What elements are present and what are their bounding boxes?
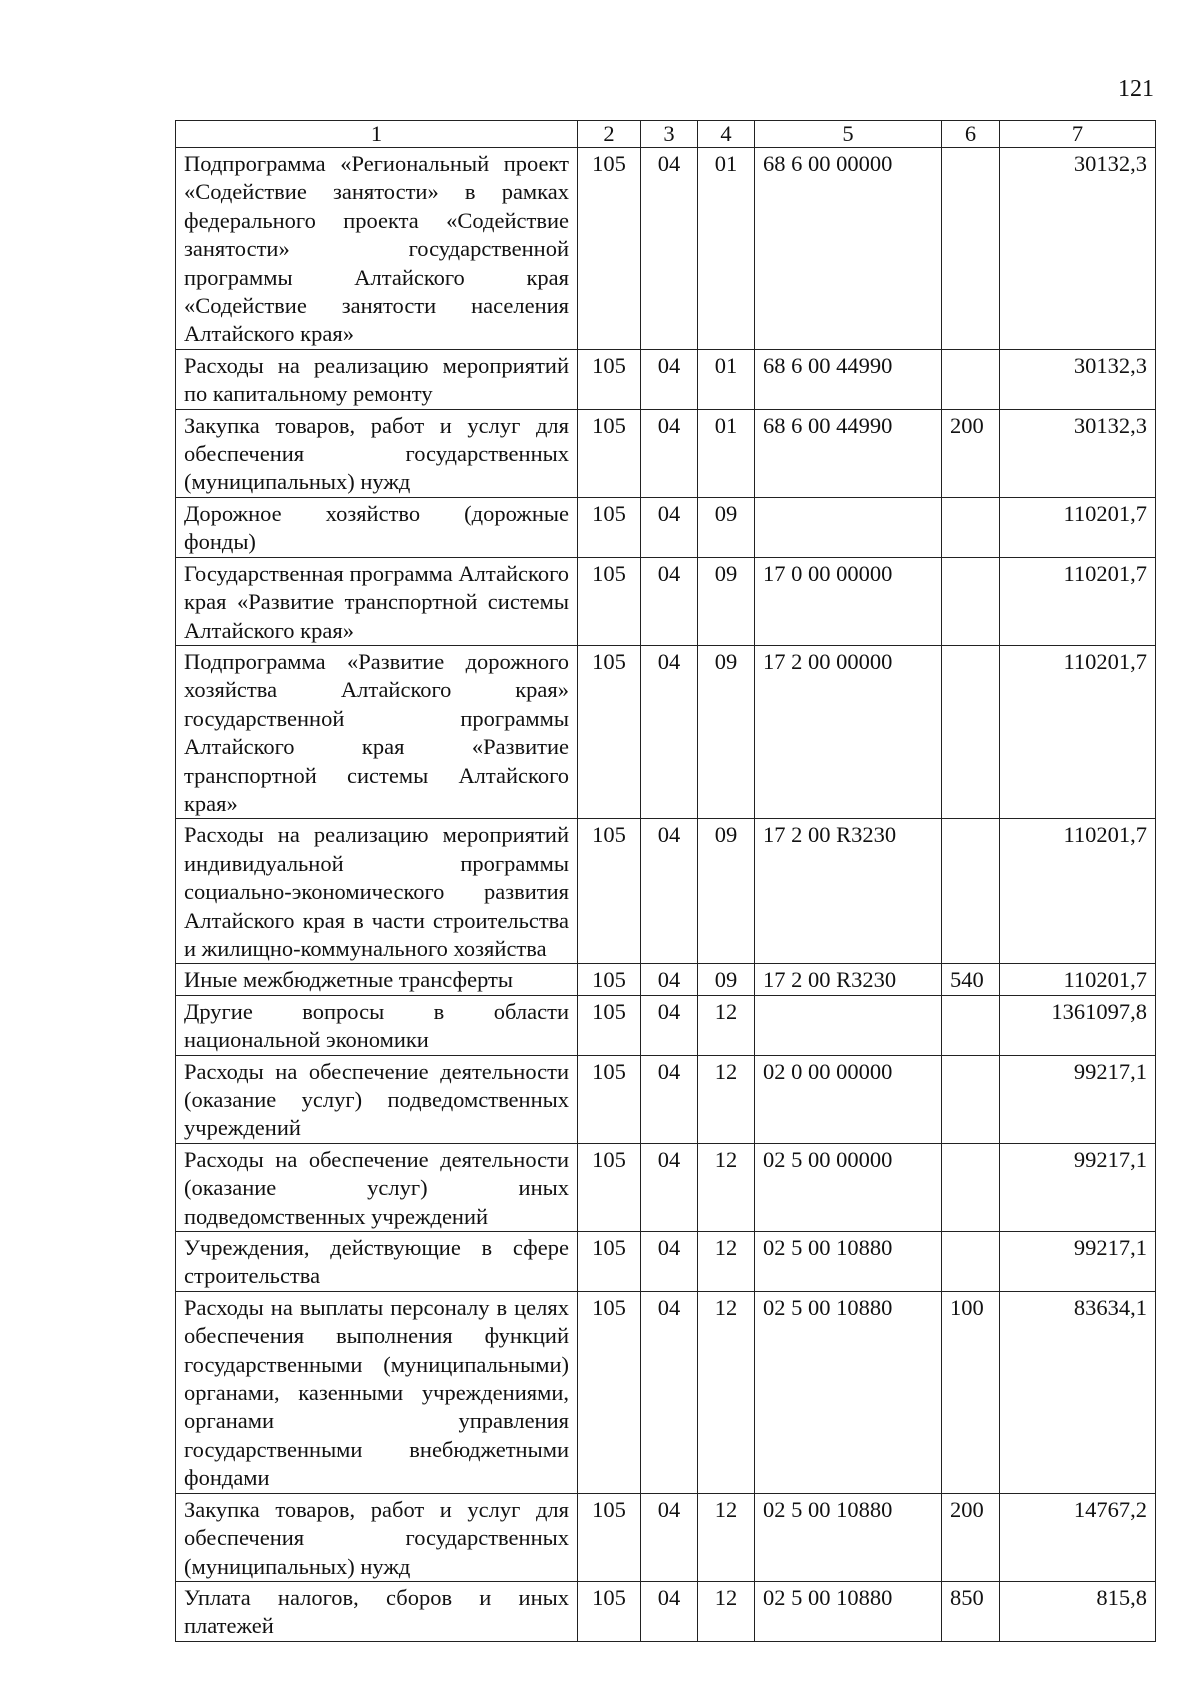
target-article-code-cell — [755, 995, 942, 1055]
column-header: 1 — [176, 121, 578, 148]
ministry-code-cell: 105 — [578, 1055, 641, 1143]
subsection-code-cell: 09 — [698, 964, 755, 995]
target-article-code-cell: 02 5 00 00000 — [755, 1143, 942, 1231]
subsection-code-cell: 12 — [698, 1291, 755, 1493]
target-article-code-cell: 17 2 00 R3230 — [755, 819, 942, 964]
section-code-cell: 04 — [641, 1581, 698, 1641]
table-row — [176, 349, 1156, 409]
expense-type-code-cell: 200 — [942, 409, 1000, 497]
expense-type-code-cell — [942, 349, 1000, 409]
ministry-code-cell: 105 — [578, 497, 641, 557]
expense-type-code-cell — [942, 1055, 1000, 1143]
table-row — [176, 1493, 1156, 1581]
subsection-code-cell: 09 — [698, 645, 755, 818]
amount-cell: 110201,7 — [1000, 645, 1156, 818]
section-code-cell: 04 — [641, 1291, 698, 1493]
expense-type-code-cell — [942, 995, 1000, 1055]
item-name-cell: Подпрограмма «Развитие дорожного хозяйства Алтайского края» государственной программы Алтайского края «Развитие транспортной системы Алтайского края» — [176, 645, 578, 818]
amount-cell: 99217,1 — [1000, 1055, 1156, 1143]
ministry-code-cell: 105 — [578, 1291, 641, 1493]
column-header: 4 — [698, 121, 755, 148]
section-code-cell: 04 — [641, 349, 698, 409]
ministry-code-cell: 105 — [578, 1143, 641, 1231]
item-name-cell: Дорожное хозяйство (дорожные фонды) — [176, 497, 578, 557]
expense-type-code-cell: 850 — [942, 1581, 1000, 1641]
item-name-cell: Уплата налогов, сборов и иных платежей — [176, 1581, 578, 1641]
subsection-code-cell: 12 — [698, 1581, 755, 1641]
amount-cell: 30132,3 — [1000, 409, 1156, 497]
amount-cell: 815,8 — [1000, 1581, 1156, 1641]
item-name-cell: Учреждения, действующие в сфере строительства — [176, 1232, 578, 1292]
amount-cell: 110201,7 — [1000, 819, 1156, 964]
expense-type-code-cell — [942, 1232, 1000, 1292]
item-name-cell: Другие вопросы в области национальной экономики — [176, 995, 578, 1055]
section-code-cell: 04 — [641, 409, 698, 497]
ministry-code-cell: 105 — [578, 1581, 641, 1641]
expense-type-code-cell — [942, 819, 1000, 964]
table-row — [176, 964, 1156, 995]
subsection-code-cell: 01 — [698, 409, 755, 497]
table-row — [176, 995, 1156, 1055]
ministry-code-cell: 105 — [578, 1232, 641, 1292]
expense-type-code-cell — [942, 557, 1000, 645]
subsection-code-cell: 01 — [698, 148, 755, 350]
ministry-code-cell: 105 — [578, 349, 641, 409]
ministry-code-cell: 105 — [578, 995, 641, 1055]
target-article-code-cell: 17 0 00 00000 — [755, 557, 942, 645]
column-header: 5 — [755, 121, 942, 148]
item-name-cell: Закупка товаров, работ и услуг для обеспечения государственных (муниципальных) нужд — [176, 409, 578, 497]
subsection-code-cell: 12 — [698, 1493, 755, 1581]
subsection-code-cell: 12 — [698, 995, 755, 1055]
table-row — [176, 557, 1156, 645]
item-name-cell: Расходы на обеспечение деятельности (оказание услуг) иных подведомственных учреждений — [176, 1143, 578, 1231]
item-name-cell: Расходы на реализацию мероприятий по капитальному ремонту — [176, 349, 578, 409]
section-code-cell: 04 — [641, 1143, 698, 1231]
table-row — [176, 1291, 1156, 1493]
item-name-cell: Государственная программа Алтайского края «Развитие транспортной системы Алтайского края» — [176, 557, 578, 645]
section-code-cell: 04 — [641, 645, 698, 818]
page-number: 121 — [1118, 76, 1154, 102]
section-code-cell: 04 — [641, 964, 698, 995]
target-article-code-cell: 02 5 00 10880 — [755, 1291, 942, 1493]
ministry-code-cell: 105 — [578, 1493, 641, 1581]
target-article-code-cell: 68 6 00 44990 — [755, 349, 942, 409]
section-code-cell: 04 — [641, 557, 698, 645]
item-name-cell: Иные межбюджетные трансферты — [176, 964, 578, 995]
amount-cell: 14767,2 — [1000, 1493, 1156, 1581]
amount-cell: 99217,1 — [1000, 1143, 1156, 1231]
item-name-cell: Расходы на реализацию мероприятий индивидуальной программы социально-экономического развития Алтайского края в части строительства и жилищно-коммунального хозяйства — [176, 819, 578, 964]
item-name-cell: Расходы на выплаты персоналу в целях обеспечения выполнения функций государственными (муниципальными) органами, казенными учреждениями, органами управления государственными внебюджетными фондами — [176, 1291, 578, 1493]
ministry-code-cell: 105 — [578, 148, 641, 350]
table-body — [176, 148, 1156, 1642]
subsection-code-cell: 09 — [698, 497, 755, 557]
column-header: 6 — [942, 121, 1000, 148]
target-article-code-cell: 17 2 00 00000 — [755, 645, 942, 818]
section-code-cell: 04 — [641, 1232, 698, 1292]
subsection-code-cell: 12 — [698, 1055, 755, 1143]
target-article-code-cell — [755, 497, 942, 557]
expense-type-code-cell — [942, 1143, 1000, 1231]
table-row — [176, 645, 1156, 818]
ministry-code-cell: 105 — [578, 819, 641, 964]
amount-cell: 1361097,8 — [1000, 995, 1156, 1055]
expense-type-code-cell: 540 — [942, 964, 1000, 995]
target-article-code-cell: 02 5 00 10880 — [755, 1493, 942, 1581]
expense-type-code-cell: 200 — [942, 1493, 1000, 1581]
target-article-code-cell: 02 5 00 10880 — [755, 1581, 942, 1641]
section-code-cell: 04 — [641, 1055, 698, 1143]
expense-type-code-cell: 100 — [942, 1291, 1000, 1493]
amount-cell: 30132,3 — [1000, 349, 1156, 409]
ministry-code-cell: 105 — [578, 964, 641, 995]
column-header: 3 — [641, 121, 698, 148]
subsection-code-cell: 12 — [698, 1143, 755, 1231]
item-name-cell: Расходы на обеспечение деятельности (оказание услуг) подведомственных учреждений — [176, 1055, 578, 1143]
amount-cell: 110201,7 — [1000, 964, 1156, 995]
expense-type-code-cell — [942, 497, 1000, 557]
ministry-code-cell: 105 — [578, 409, 641, 497]
expense-type-code-cell — [942, 645, 1000, 818]
table-row — [176, 497, 1156, 557]
section-code-cell: 04 — [641, 148, 698, 350]
table-row — [176, 1581, 1156, 1641]
target-article-code-cell: 17 2 00 R3230 — [755, 964, 942, 995]
table-row — [176, 409, 1156, 497]
section-code-cell: 04 — [641, 497, 698, 557]
table-row — [176, 148, 1156, 350]
ministry-code-cell: 105 — [578, 645, 641, 818]
table-row — [176, 1143, 1156, 1231]
amount-cell: 83634,1 — [1000, 1291, 1156, 1493]
table-row — [176, 1055, 1156, 1143]
amount-cell: 110201,7 — [1000, 497, 1156, 557]
expense-type-code-cell — [942, 148, 1000, 350]
table-row — [176, 819, 1156, 964]
target-article-code-cell: 02 5 00 10880 — [755, 1232, 942, 1292]
ministry-code-cell: 105 — [578, 557, 641, 645]
item-name-cell: Закупка товаров, работ и услуг для обеспечения государственных (муниципальных) нужд — [176, 1493, 578, 1581]
subsection-code-cell: 09 — [698, 819, 755, 964]
table-row — [176, 1232, 1156, 1292]
subsection-code-cell: 09 — [698, 557, 755, 645]
column-header: 7 — [1000, 121, 1156, 148]
item-name-cell: Подпрограмма «Региональный проект «Содействие занятости» в рамках федерального проекта «Содействие занятости» государственной программы Алтайского края «Содействие занятости населения Алтайского края» — [176, 148, 578, 350]
section-code-cell: 04 — [641, 995, 698, 1055]
target-article-code-cell: 68 6 00 44990 — [755, 409, 942, 497]
amount-cell: 30132,3 — [1000, 148, 1156, 350]
header-row — [176, 121, 1156, 148]
target-article-code-cell: 68 6 00 00000 — [755, 148, 942, 350]
subsection-code-cell: 01 — [698, 349, 755, 409]
amount-cell: 99217,1 — [1000, 1232, 1156, 1292]
section-code-cell: 04 — [641, 1493, 698, 1581]
section-code-cell: 04 — [641, 819, 698, 964]
budget-table — [175, 120, 1156, 1642]
target-article-code-cell: 02 0 00 00000 — [755, 1055, 942, 1143]
subsection-code-cell: 12 — [698, 1232, 755, 1292]
amount-cell: 110201,7 — [1000, 557, 1156, 645]
column-header: 2 — [578, 121, 641, 148]
